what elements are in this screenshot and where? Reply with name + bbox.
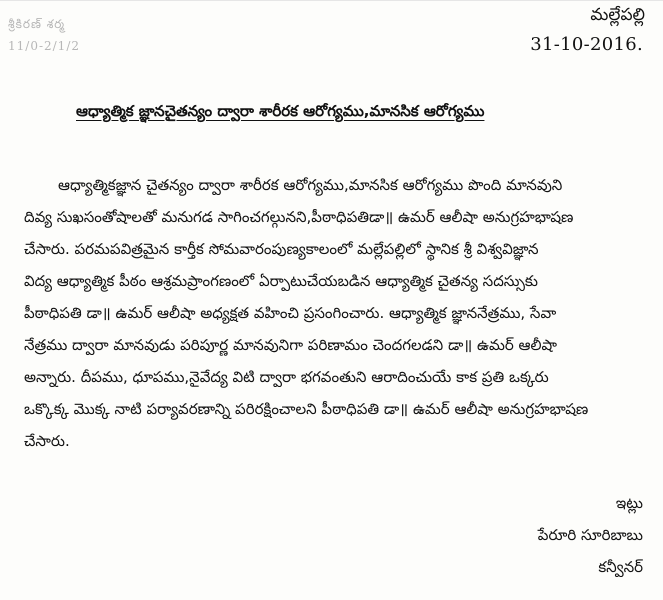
body-line: నేత్రము ద్వారా మానవుడు పరిపూర్ణ మానవునిగా పరిణామం చెందగలడని డా॥ ఉమర్ ఆలీషా [24, 336, 557, 354]
body-line: పీఠాధిపతి డా॥ ఉమర్ ఆలీషా అధ్యక్షత వహించి ప్రసంగించారు. ఆధ్యాత్మిక జ్ఞాననేత్రము, సేవా [24, 304, 557, 322]
body-line: ఆధ్యాత్మికజ్ఞాన చైతన్యం ద్వారా శారీరక ఆరోగ్యము,మానసిక ఆరోగ్యము పొంది మానవుని [58, 176, 563, 194]
body-line: విద్య ఆధ్యాత్మిక పీఠం ఆశ్రమప్రాంగణంలో ఏర్పాటుచేయబడిన ఆధ్యాత్మిక చైతన్య సదస్సుకు [24, 272, 538, 290]
body-line: ఒక్కొక్క మొక్క నాటి పర్యావరణాన్ని పరిరక్షించాలని పీఠాధిపతి డా॥ ఉమర్ ఆలీషా అనుగ్రహభాషణ [24, 400, 589, 418]
signoff-block [538, 487, 643, 583]
body-line: అన్నారు. దీపము, ధూపము,నైవేద్య విటి ద్వారా భగవంతుని ఆరాదించుయే కాక ప్రతి ఒక్కరు [24, 368, 549, 386]
closing-text: ఇట్లు [615, 494, 643, 512]
faint-stamp [8, 13, 118, 57]
body-line: చేసారు. పరమపవిత్రమైన కార్తీక సోమవారంపుణ్యకాలంలో మల్లేపల్లిలో స్థానిక శ్రీ విశ్వవిజ్ఞాన [24, 240, 539, 258]
signatory-designation: కన్వీనర్ [598, 558, 643, 576]
place-name: మల్లేపల్లి [590, 5, 645, 25]
signatory-name: పేరూరి సూరిబాబు [537, 526, 643, 544]
faint-stamp-line: శ్రీకిరణ్ శర్మ [8, 17, 66, 31]
body-paragraph [24, 169, 644, 457]
document-date: 31-10-2016. [530, 34, 643, 55]
faint-stamp-line: 11/0-2/1/2 [8, 39, 80, 53]
body-line: దివ్య సుఖసంతోషాలతో మనుగడ సాగించగల్గునని,పీఠాధిపతిడా॥ ఉమర్ ఆలీషా అనుగ్రహభాషణ [24, 208, 574, 226]
document-title: ఆధ్యాత్మిక జ్ఞానచైతన్యం ద్వారా శారీరక ఆరోగ్యము,మానసిక ఆరోగ్యము [76, 102, 485, 120]
body-line: చేసారు. [24, 432, 70, 450]
